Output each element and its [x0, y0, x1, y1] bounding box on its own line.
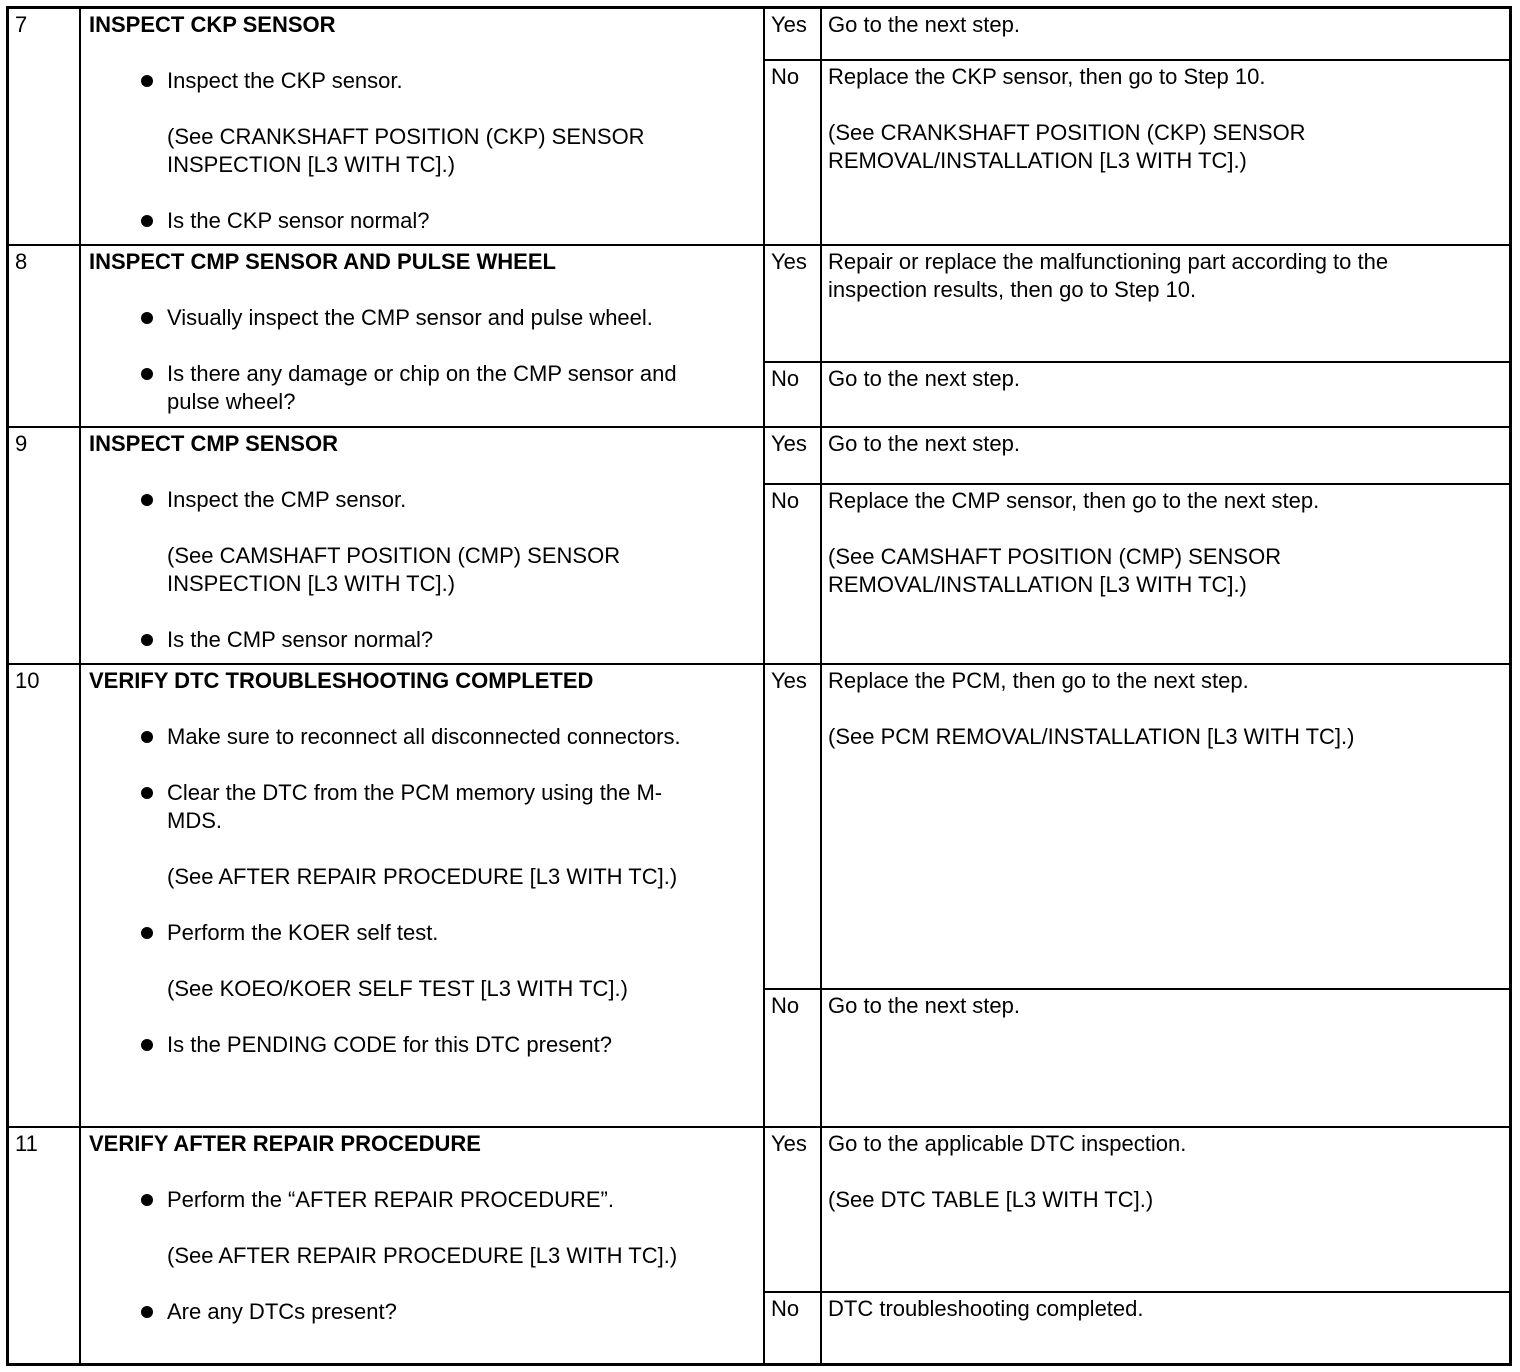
step-title: VERIFY DTC TROUBLESHOOTING COMPLETED — [89, 668, 594, 693]
bullet-icon — [141, 75, 153, 87]
bullet-icon — [141, 634, 153, 646]
results-column — [765, 246, 1509, 426]
table-row — [9, 663, 1509, 1126]
action-paragraph: Perform the KOER self test. — [167, 920, 439, 945]
action-paragraph: Visually inspect the CMP sensor and pulse wheel. — [167, 305, 653, 330]
action-paragraph: (See AFTER REPAIR PROCEDURE [L3 WITH TC].) — [167, 864, 678, 889]
bullet-icon — [141, 494, 153, 506]
action-cell — [81, 428, 765, 663]
step-number-cell — [9, 428, 81, 663]
step-title: INSPECT CMP SENSOR — [89, 431, 338, 456]
action-list — [89, 723, 703, 1059]
action-cell — [81, 665, 765, 1126]
results-column — [765, 1128, 1509, 1363]
table-row — [9, 426, 1509, 663]
step-number-cell — [9, 665, 81, 1126]
result-paragraph: Repair or replace the malfunctioning part according to the inspection results, then go to Step 10. — [828, 249, 1389, 302]
result-paragraph: DTC troubleshooting completed. — [828, 1296, 1144, 1321]
list-item — [141, 779, 703, 891]
action-cell — [81, 9, 765, 244]
yes-label-cell: Yes — [765, 428, 822, 483]
action-paragraph: Is the PENDING CODE for this DTC present? — [167, 1032, 613, 1057]
result-paragraph: (See DTC TABLE [L3 WITH TC].) — [828, 1187, 1154, 1212]
no-label-cell: No — [765, 1293, 822, 1363]
bullet-icon — [141, 731, 153, 743]
no-result-row — [765, 59, 1509, 244]
action-paragraph: Inspect the CKP sensor. — [167, 68, 403, 93]
troubleshooting-table — [6, 6, 1512, 1366]
action-cell — [81, 246, 765, 426]
result-cell — [822, 9, 1509, 59]
bullet-icon — [141, 1039, 153, 1051]
action-paragraph: (See CAMSHAFT POSITION (CMP) SENSOR INSPECTION [L3 WITH TC].) — [167, 543, 621, 596]
table-row — [9, 1126, 1509, 1363]
result-paragraph: (See CRANKSHAFT POSITION (CKP) SENSOR REMOVAL/INSTALLATION [L3 WITH TC].) — [828, 120, 1306, 173]
no-label-cell: No — [765, 61, 822, 244]
result-paragraph: Replace the CMP sensor, then go to the next step. — [828, 488, 1320, 513]
action-paragraph: Perform the “AFTER REPAIR PROCEDURE”. — [167, 1187, 614, 1212]
result-paragraph: Go to the next step. — [828, 431, 1021, 456]
yes-label-cell: Yes — [765, 246, 822, 361]
action-paragraph: Make sure to reconnect all disconnected connectors. — [167, 724, 681, 749]
yes-result-row — [765, 9, 1509, 59]
result-paragraph: Replace the CKP sensor, then go to Step 10. — [828, 64, 1266, 89]
step-number-cell — [9, 246, 81, 426]
list-item — [141, 1298, 703, 1326]
bullet-icon — [141, 1194, 153, 1206]
bullet-icon — [141, 787, 153, 799]
no-result-row — [765, 1291, 1509, 1363]
action-paragraph: Is there any damage or chip on the CMP sensor and pulse wheel? — [167, 361, 677, 414]
action-cell — [81, 1128, 765, 1363]
yes-result-row — [765, 246, 1509, 361]
yes-label-cell: Yes — [765, 9, 822, 59]
results-column — [765, 665, 1509, 1126]
result-cell — [822, 61, 1509, 244]
yes-label-cell: Yes — [765, 665, 822, 988]
list-item — [141, 486, 703, 598]
result-cell — [822, 485, 1509, 663]
result-cell — [822, 246, 1509, 361]
action-list — [89, 304, 703, 416]
no-result-row — [765, 988, 1509, 1126]
yes-result-row — [765, 665, 1509, 988]
result-cell — [822, 428, 1509, 483]
step-number-cell — [9, 1128, 81, 1363]
bullet-icon — [141, 215, 153, 227]
list-item — [141, 919, 703, 1003]
table-row — [9, 9, 1509, 244]
action-paragraph: (See AFTER REPAIR PROCEDURE [L3 WITH TC].) — [167, 1243, 678, 1268]
list-item — [141, 360, 703, 416]
step-number: 9 — [15, 431, 28, 456]
bullet-icon — [141, 1306, 153, 1318]
result-paragraph: Go to the applicable DTC inspection. — [828, 1131, 1187, 1156]
result-cell — [822, 1128, 1509, 1291]
no-result-row — [765, 361, 1509, 426]
list-item — [141, 1186, 703, 1270]
no-label-cell: No — [765, 485, 822, 663]
no-result-row — [765, 483, 1509, 663]
step-title: INSPECT CMP SENSOR AND PULSE WHEEL — [89, 249, 556, 274]
step-title: INSPECT CKP SENSOR — [89, 12, 336, 37]
results-column — [765, 428, 1509, 663]
list-item — [141, 723, 703, 751]
action-paragraph: Is the CKP sensor normal? — [167, 208, 430, 233]
action-list — [89, 67, 703, 235]
action-paragraph: Is the CMP sensor normal? — [167, 627, 434, 652]
yes-result-row — [765, 428, 1509, 483]
action-paragraph: Clear the DTC from the PCM memory using the M-MDS. — [167, 780, 663, 833]
bullet-icon — [141, 368, 153, 380]
result-paragraph: (See PCM REMOVAL/INSTALLATION [L3 WITH TC].) — [828, 724, 1355, 749]
list-item — [141, 1031, 703, 1059]
action-list — [89, 1186, 703, 1326]
table-row — [9, 244, 1509, 426]
step-number: 10 — [15, 668, 40, 693]
result-paragraph: Replace the PCM, then go to the next step. — [828, 668, 1249, 693]
result-paragraph: Go to the next step. — [828, 366, 1021, 391]
action-paragraph: (See CRANKSHAFT POSITION (CKP) SENSOR INSPECTION [L3 WITH TC].) — [167, 124, 645, 177]
step-number: 7 — [15, 12, 28, 37]
list-item — [141, 67, 703, 179]
list-item — [141, 304, 703, 332]
yes-result-row — [765, 1128, 1509, 1291]
result-cell — [822, 1293, 1509, 1363]
result-paragraph: Go to the next step. — [828, 993, 1021, 1018]
no-label-cell: No — [765, 990, 822, 1126]
action-list — [89, 486, 703, 654]
action-paragraph: Are any DTCs present? — [167, 1299, 397, 1324]
result-paragraph: (See CAMSHAFT POSITION (CMP) SENSOR REMOVAL/INSTALLATION [L3 WITH TC].) — [828, 544, 1282, 597]
result-cell — [822, 990, 1509, 1126]
step-title: VERIFY AFTER REPAIR PROCEDURE — [89, 1131, 481, 1156]
result-cell — [822, 665, 1509, 988]
bullet-icon — [141, 312, 153, 324]
list-item — [141, 207, 703, 235]
list-item — [141, 626, 703, 654]
action-paragraph: Inspect the CMP sensor. — [167, 487, 407, 512]
yes-label-cell: Yes — [765, 1128, 822, 1291]
no-label-cell: No — [765, 363, 822, 426]
step-number-cell — [9, 9, 81, 244]
step-number: 8 — [15, 249, 28, 274]
result-cell — [822, 363, 1509, 426]
action-paragraph: (See KOEO/KOER SELF TEST [L3 WITH TC].) — [167, 976, 628, 1001]
bullet-icon — [141, 927, 153, 939]
result-paragraph: Go to the next step. — [828, 12, 1021, 37]
step-number: 11 — [15, 1131, 38, 1156]
results-column — [765, 9, 1509, 244]
